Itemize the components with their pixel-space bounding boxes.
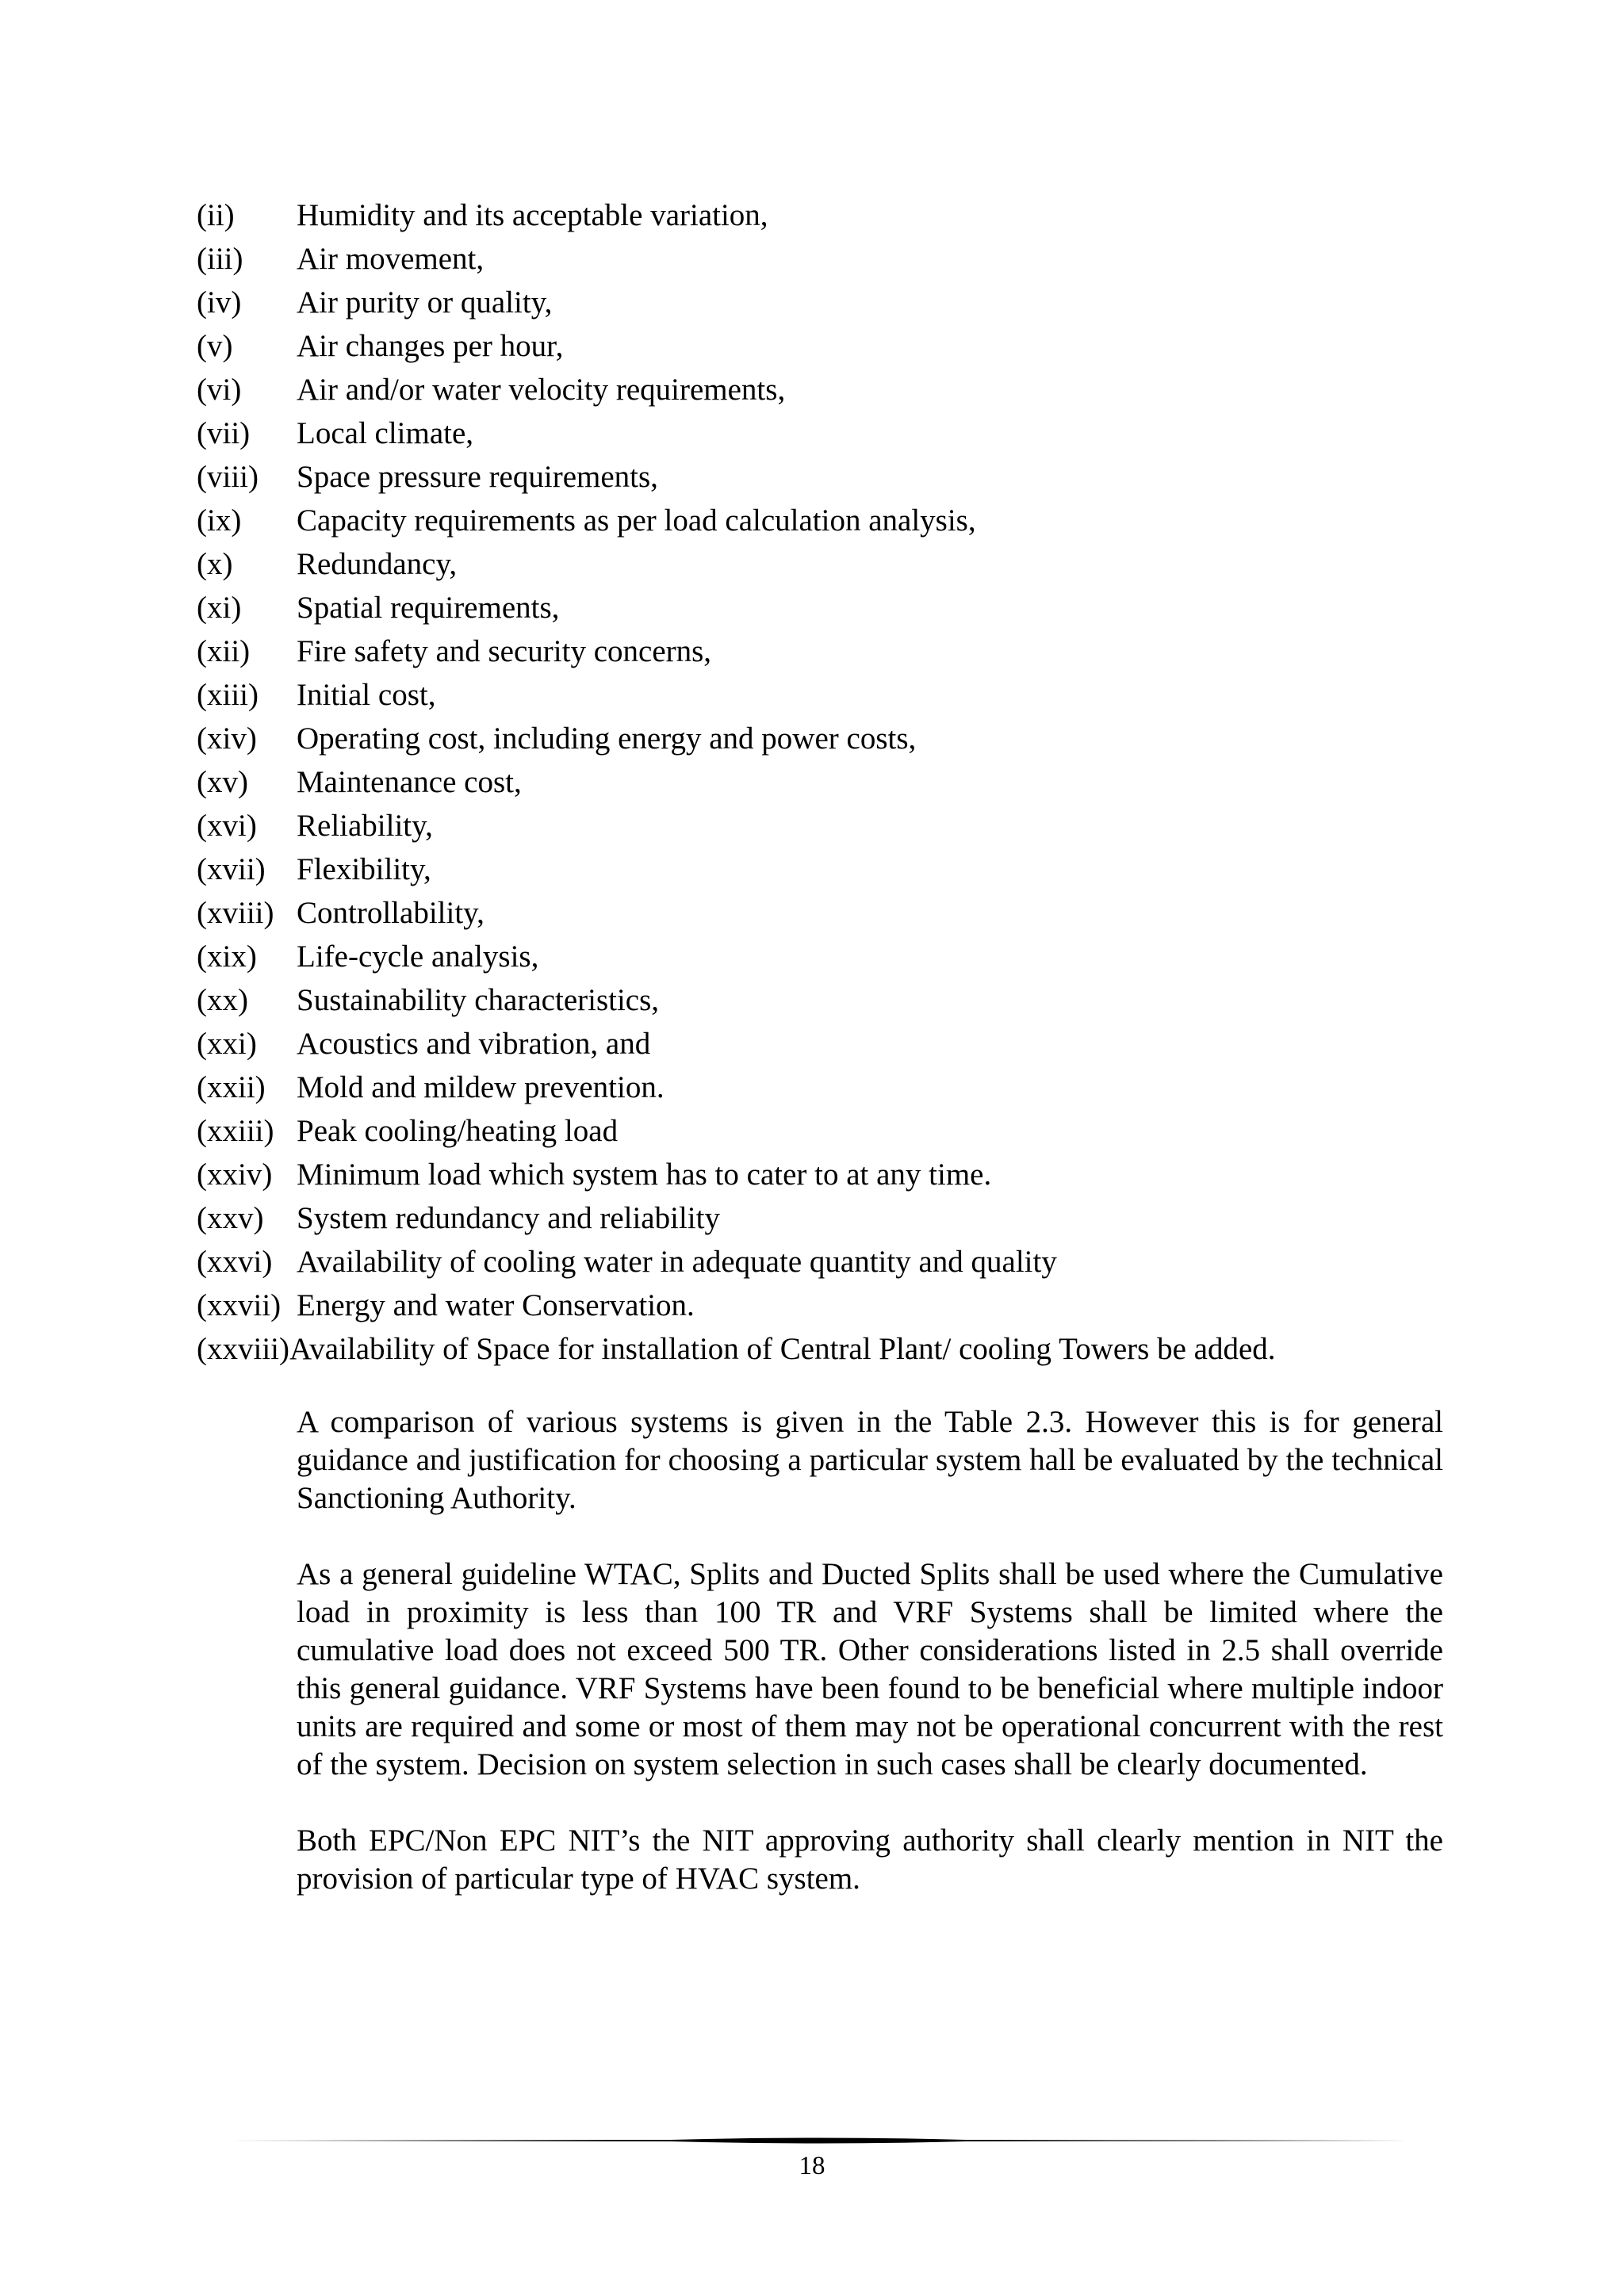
item-text: Humidity and its acceptable variation, [297,198,768,232]
list-item [197,586,1450,629]
item-number: (xxvii) [197,1288,282,1322]
item-text: Operating cost, including energy and power costs, [297,721,917,756]
item-number: (xiii) [197,678,259,712]
item-number: (xviii) [197,896,274,930]
selection-criteria-list [197,193,1450,1371]
item-number: (xxiv) [197,1158,273,1192]
item-text: Flexibility, [297,852,431,886]
item-text: Initial cost, [297,678,436,712]
list-item [197,629,1450,673]
page-number: 18 [799,2152,825,2180]
list-item [197,1284,1450,1327]
item-text: Reliability, [297,809,433,843]
list-item [197,542,1450,586]
list-item [197,848,1450,891]
item-number: (xxii) [197,1070,266,1104]
item-text: Life-cycle analysis, [297,939,539,974]
item-text: Air changes per hour, [297,329,564,363]
item-text: Availability of Space for installation of Central Plant/ cooling Towers be added. [289,1332,1276,1366]
item-number: (xxvi) [197,1245,273,1279]
list-item [197,1327,1450,1371]
list-item [197,760,1450,804]
item-text: Redundancy, [297,547,458,581]
item-number: (xi) [197,591,242,625]
item-text: Air purity or quality, [297,285,553,320]
item-number: (xxiii) [197,1114,274,1148]
item-text: Sustainability characteristics, [297,983,660,1017]
item-text: Spatial requirements, [297,591,560,625]
body-text [297,1403,1443,1936]
item-text: Local climate, [297,416,474,450]
item-number: (iii) [197,242,243,276]
list-item [197,673,1450,717]
item-number: (ix) [197,503,242,538]
list-item [197,1109,1450,1153]
item-number: (xix) [197,939,257,974]
item-text: Peak cooling/heating load [297,1114,619,1148]
item-text: Fire safety and security concerns, [297,634,712,668]
footer-divider [227,2136,1410,2145]
list-item [197,804,1450,848]
item-text: Maintenance cost, [297,765,522,799]
item-text: Space pressure requirements, [297,460,658,494]
item-text: Minimum load which system has to cater to at any time. [297,1158,992,1192]
item-text: Air movement, [297,242,485,276]
item-number: (ii) [197,198,235,232]
list-item [197,1066,1450,1109]
item-number: (xvii) [197,852,266,886]
item-text: Capacity requirements as per load calculation analysis, [297,503,976,538]
item-number: (xxv) [197,1201,264,1235]
item-number: (xxi) [197,1027,257,1061]
list-item [197,935,1450,978]
item-number: (xxviii) [197,1332,289,1366]
list-item [197,978,1450,1022]
item-text: System redundancy and reliability [297,1201,720,1235]
list-item [197,891,1450,935]
item-number: (iv) [197,285,242,320]
item-text: Controllability, [297,896,485,930]
list-item [197,1240,1450,1284]
list-item [197,368,1450,411]
list-item [197,499,1450,542]
item-text: Energy and water Conservation. [297,1288,695,1322]
item-number: (x) [197,547,233,581]
item-number: (v) [197,329,233,363]
item-text: Acoustics and vibration, and [297,1027,651,1061]
item-text: Mold and mildew prevention. [297,1070,665,1104]
item-number: (xv) [197,765,248,799]
item-number: (xx) [197,983,248,1017]
item-text: Air and/or water velocity requirements, [297,373,786,407]
list-item [197,281,1450,324]
list-item [197,193,1450,237]
item-number: (xvi) [197,809,257,843]
list-item [197,1196,1450,1240]
paragraph-table-comparison: A comparison of various systems is given in the Table 2.3. However this is for general guidance and justification for choosing a particular system hall be evaluated by the technical Sanctioning Authority. [297,1405,1443,1515]
item-number: (xii) [197,634,251,668]
list-item [197,411,1450,455]
item-number: (vii) [197,416,251,450]
list-item [197,324,1450,368]
list-item [197,1022,1450,1066]
list-item [197,237,1450,281]
paragraph-general-guideline: As a general guideline WTAC, Splits and Ducted Splits shall be used where the Cumulative load in proximity is less than 100 TR and VRF Systems shall be limited where the cumulative load does not exceed 500 TR. Other considerations listed in 2.5 shall override this general guidance. VRF Systems have been found to be beneficial where multiple indoor units are required and some or most of them may not be operational concurrent with the rest of the system. Decision on system selection in such cases shall be clearly documented. [297,1557,1443,1781]
list-item [197,1153,1450,1196]
item-number: (vi) [197,373,242,407]
paragraph-nit-provision: Both EPC/Non EPC NIT’s the NIT approving authority shall clearly mention in NIT the provision of particular type of HVAC system. [297,1823,1443,1896]
item-text: Availability of cooling water in adequate quantity and quality [297,1245,1057,1279]
list-item [197,455,1450,499]
item-number: (xiv) [197,721,257,756]
item-number: (viii) [197,460,259,494]
list-item [197,717,1450,760]
